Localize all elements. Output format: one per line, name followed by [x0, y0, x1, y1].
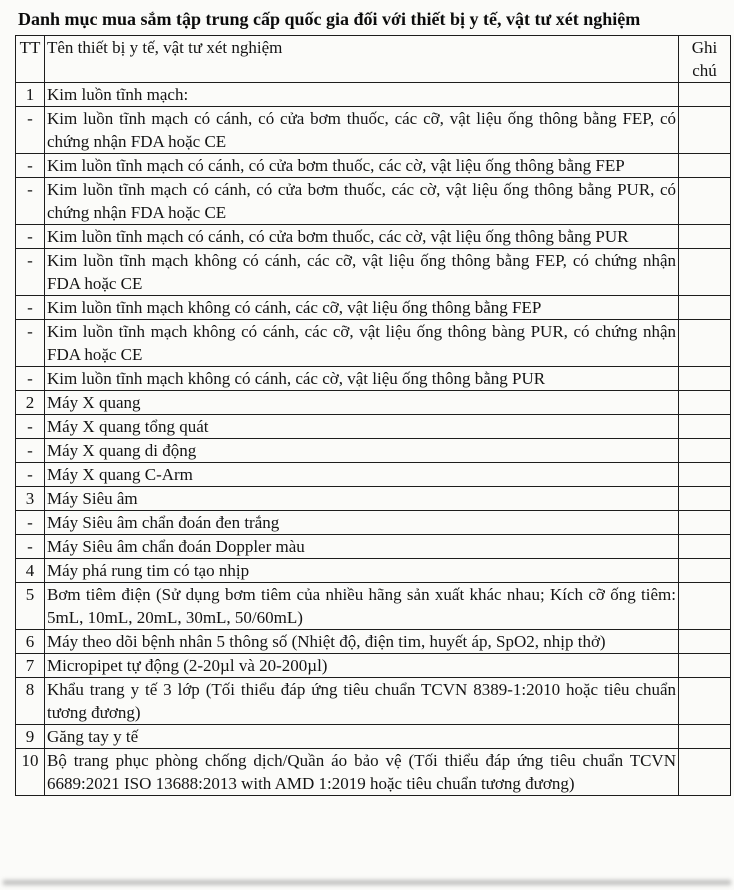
- row-index-cell: -: [16, 366, 45, 390]
- row-index-cell: -: [16, 153, 45, 177]
- row-index-cell: 9: [16, 724, 45, 748]
- table-row: [16, 390, 731, 414]
- table-row: [16, 106, 731, 153]
- row-index-cell: -: [16, 319, 45, 366]
- row-note-cell: [679, 295, 731, 319]
- row-index-cell: -: [16, 438, 45, 462]
- table-row: [16, 534, 731, 558]
- table-row: [16, 510, 731, 534]
- row-index-cell: 6: [16, 629, 45, 653]
- table-row: [16, 224, 731, 248]
- row-name-cell: Máy theo dõi bệnh nhân 5 thông số (Nhiệt độ, điện tim, huyết áp, SpO2, nhịp thở): [45, 629, 679, 653]
- row-note-cell: [679, 106, 731, 153]
- document-title: Danh mục mua sắm tập trung cấp quốc gia đối với thiết bị y tế, vật tư xét nghiệm: [18, 9, 641, 29]
- table-row: [16, 438, 731, 462]
- table-header: [16, 35, 731, 82]
- row-index-cell: -: [16, 106, 45, 153]
- row-name-cell: Kim luồn tĩnh mạch không có cánh, các cỡ, vật liệu ống thông bằng FEP, có chứng nhận FDA hoặc CE: [45, 248, 679, 295]
- row-name-cell: Kim luồn tĩnh mạch không có cánh, các cỡ, vật liệu ống thông bàng PUR, có chứng nhận FDA hoặc CE: [45, 319, 679, 366]
- row-note-cell: [679, 629, 731, 653]
- row-name-cell: Kim luồn tĩnh mạch có cánh, có cửa bơm thuốc, các cỡ, vật liệu ống thông bằng FEP, có chứng nhận FDA hoặc CE: [45, 106, 679, 153]
- row-name-cell: Máy Siêu âm: [45, 486, 679, 510]
- row-index-cell: 2: [16, 390, 45, 414]
- row-note-cell: [679, 748, 731, 795]
- row-name-cell: Máy X quang tổng quát: [45, 414, 679, 438]
- row-index-cell: -: [16, 224, 45, 248]
- table-row: [16, 653, 731, 677]
- row-name-cell: Kim luồn tĩnh mạch có cánh, có cửa bơm thuốc, các cờ, vật liệu ống thông bằng FEP: [45, 153, 679, 177]
- row-name-cell: Bộ trang phục phòng chống dịch/Quần áo bảo vệ (Tối thiểu đáp ứng tiêu chuẩn TCVN 6689:2021 ISO 13688:2013 with AMD 1:2019 hoặc tiêu chuẩn tương đương): [45, 748, 679, 795]
- equipment-table: [15, 35, 731, 796]
- row-index-cell: 1: [16, 82, 45, 106]
- row-index-cell: -: [16, 177, 45, 224]
- table-row: [16, 177, 731, 224]
- row-index-cell: 7: [16, 653, 45, 677]
- row-name-cell: Máy X quang di động: [45, 438, 679, 462]
- row-name-cell: Bơm tiêm điện (Sử dụng bơm tiêm của nhiều hãng sản xuất khác nhau; Kích cỡ ống tiêm: 5mL, 10mL, 20mL, 30mL, 50/60mL): [45, 582, 679, 629]
- table-row: [16, 629, 731, 653]
- row-note-cell: [679, 462, 731, 486]
- table-row: [16, 724, 731, 748]
- row-note-cell: [679, 438, 731, 462]
- table-row: [16, 677, 731, 724]
- row-note-cell: [679, 558, 731, 582]
- row-index-cell: 4: [16, 558, 45, 582]
- row-name-cell: Khẩu trang y tế 3 lớp (Tối thiểu đáp ứng tiêu chuẩn TCVN 8389-1:2010 hoặc tiêu chuẩn tương đương): [45, 677, 679, 724]
- row-note-cell: [679, 534, 731, 558]
- row-name-cell: Máy Siêu âm chẩn đoán Doppler màu: [45, 534, 679, 558]
- row-name-cell: Kim luồn tĩnh mạch không có cánh, các cờ, vật liệu ống thông bằng PUR: [45, 366, 679, 390]
- column-header-note: Ghi chú: [679, 35, 731, 82]
- table-row: [16, 462, 731, 486]
- row-note-cell: [679, 153, 731, 177]
- row-name-cell: Kim luồn tĩnh mạch:: [45, 82, 679, 106]
- row-index-cell: 3: [16, 486, 45, 510]
- row-note-cell: [679, 390, 731, 414]
- row-note-cell: [679, 82, 731, 106]
- row-name-cell: Kim luồn tĩnh mạch có cánh, có cửa bơm thuốc, các cờ, vật liệu ống thông bằng PUR: [45, 224, 679, 248]
- row-note-cell: [679, 319, 731, 366]
- row-index-cell: 5: [16, 582, 45, 629]
- table-row: [16, 366, 731, 390]
- table-row: [16, 558, 731, 582]
- row-index-cell: -: [16, 248, 45, 295]
- table-row: [16, 748, 731, 795]
- table-row: [16, 153, 731, 177]
- row-name-cell: Găng tay y tế: [45, 724, 679, 748]
- table-row: [16, 248, 731, 295]
- row-name-cell: Máy Siêu âm chẩn đoán đen trắng: [45, 510, 679, 534]
- row-name-cell: Máy phá rung tim có tạo nhịp: [45, 558, 679, 582]
- row-index-cell: -: [16, 534, 45, 558]
- row-note-cell: [679, 177, 731, 224]
- row-index-cell: -: [16, 295, 45, 319]
- table-row: [16, 582, 731, 629]
- row-name-cell: Kim luồn tĩnh mạch không có cánh, các cỡ, vật liệu ống thông bằng FEP: [45, 295, 679, 319]
- row-index-cell: -: [16, 414, 45, 438]
- row-index-cell: -: [16, 462, 45, 486]
- column-header-tt: TT: [16, 35, 45, 82]
- row-name-cell: Máy X quang C-Arm: [45, 462, 679, 486]
- row-note-cell: [679, 582, 731, 629]
- row-index-cell: -: [16, 510, 45, 534]
- row-name-cell: Máy X quang: [45, 390, 679, 414]
- header-row: [16, 35, 731, 82]
- row-note-cell: [679, 224, 731, 248]
- row-note-cell: [679, 366, 731, 390]
- table-row: [16, 319, 731, 366]
- row-note-cell: [679, 677, 731, 724]
- column-header-name: Tên thiết bị y tế, vật tư xét nghiệm: [45, 35, 679, 82]
- row-index-cell: 10: [16, 748, 45, 795]
- table-row: [16, 82, 731, 106]
- table-row: [16, 295, 731, 319]
- table-row: [16, 414, 731, 438]
- row-name-cell: Micropipet tự động (2-20µl và 20-200µl): [45, 653, 679, 677]
- row-note-cell: [679, 724, 731, 748]
- row-note-cell: [679, 653, 731, 677]
- row-note-cell: [679, 414, 731, 438]
- table-body: [16, 82, 731, 795]
- row-name-cell: Kim luồn tĩnh mạch có cánh, có cửa bơm thuốc, các cờ, vật liệu ống thông bằng PUR, có chứng nhận FDA hoặc CE: [45, 177, 679, 224]
- table-row: [16, 486, 731, 510]
- row-note-cell: [679, 248, 731, 295]
- row-note-cell: [679, 510, 731, 534]
- row-note-cell: [679, 486, 731, 510]
- row-index-cell: 8: [16, 677, 45, 724]
